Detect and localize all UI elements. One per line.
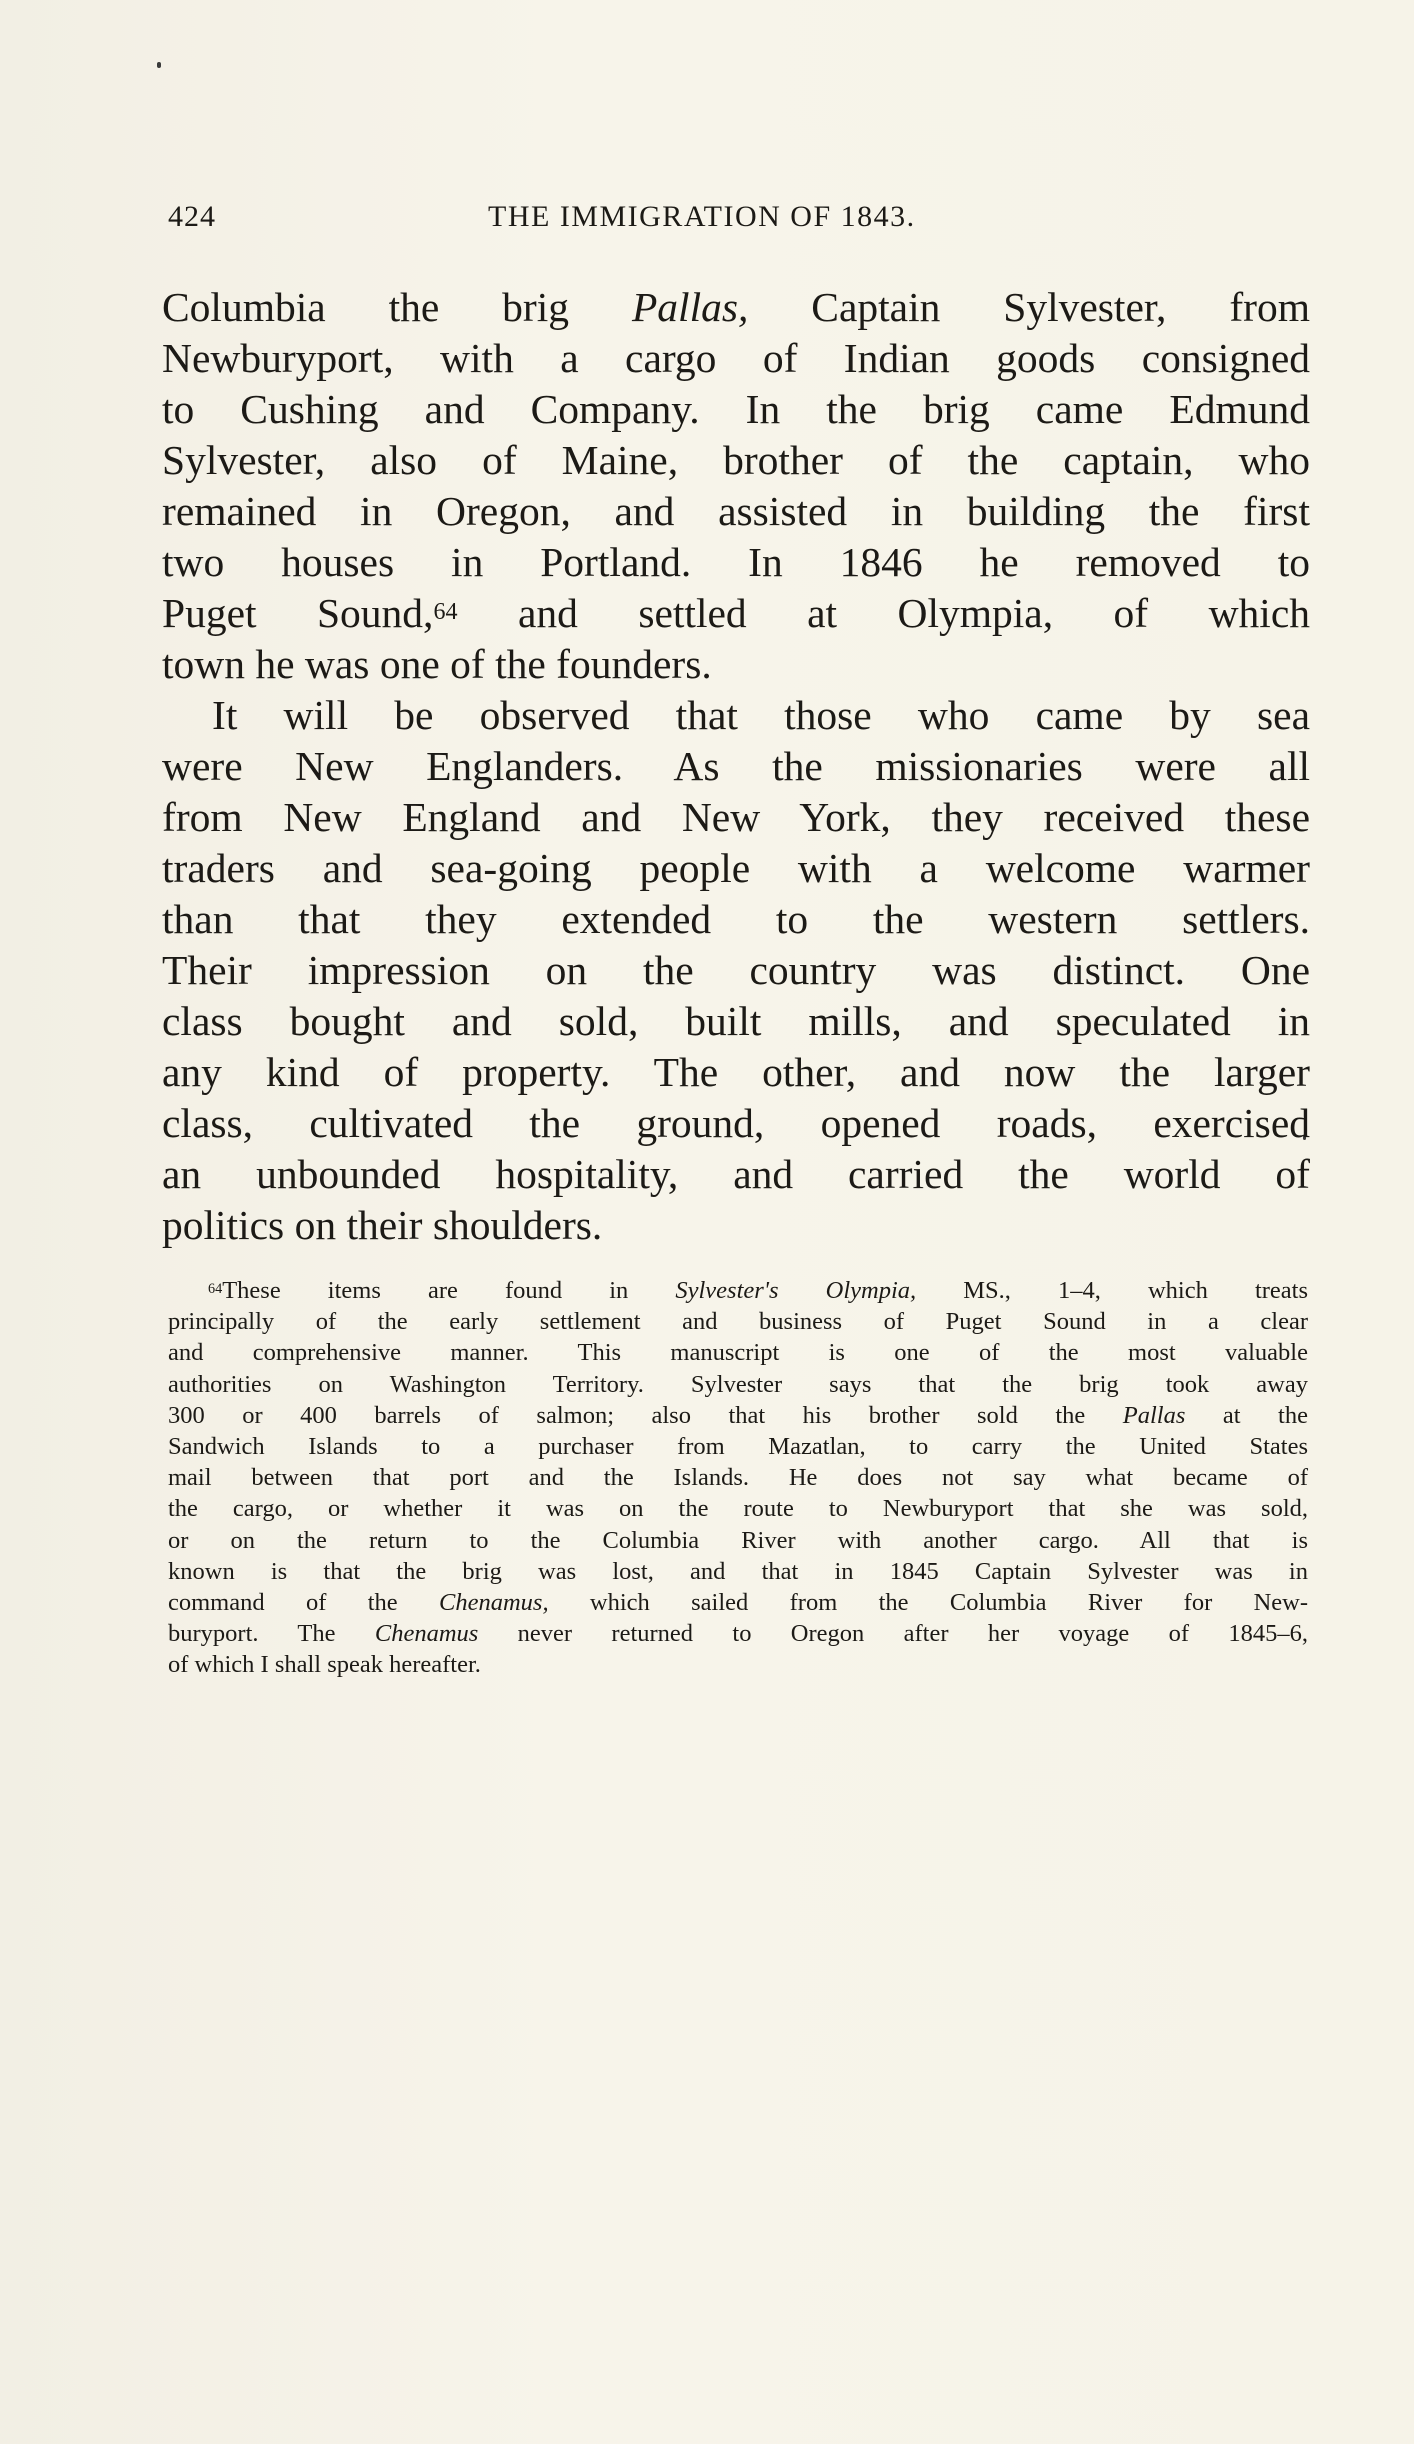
- footnote-marker: 64: [208, 1281, 223, 1298]
- paragraph-2: [162, 690, 1310, 1251]
- text-line: than that they extended to the western settlers.: [162, 896, 1310, 942]
- text-line: class, cultivated the ground, opened roads, exercised: [162, 1100, 1310, 1146]
- text-line: [162, 588, 1310, 639]
- text-run: command of the: [168, 1589, 439, 1617]
- footnote-line: Sandwich Islands to a purchaser from Mazatlan, to carry the United States: [168, 1433, 1308, 1461]
- footnote-line: [168, 1275, 1308, 1306]
- ink-speck: [157, 62, 161, 68]
- footnote-line: principally of the early settlement and business of Puget Sound in a clear: [168, 1308, 1308, 1336]
- main-text: [162, 282, 1310, 1251]
- manuscript-title: Sylvester's Olympia,: [675, 1277, 917, 1304]
- text-run: MS., 1–4, which treats: [916, 1277, 1309, 1304]
- footnote-line: [168, 1400, 1308, 1431]
- text-line: town he was one of the founders.: [162, 641, 712, 687]
- footnote-line: mail between that port and the Islands. He does not say what became of: [168, 1464, 1308, 1492]
- running-title: THE IMMIGRATION OF 1843.: [488, 200, 916, 233]
- footnote: [168, 1275, 1308, 1681]
- text-line: from New England and New York, they received these: [162, 794, 1310, 840]
- footnote-line: authorities on Washington Territory. Sylvester says that the brig took away: [168, 1370, 1308, 1398]
- text-line: traders and sea-going people with a welcome warmer: [162, 845, 1310, 891]
- text-run: Captain Sylvester, from: [748, 284, 1310, 330]
- footnote-line: the cargo, or whether it was on the route to Newburyport that she was sold,: [168, 1495, 1308, 1523]
- text-line: Sylvester, also of Maine, brother of the captain, who: [162, 437, 1310, 483]
- page-number: 424: [168, 200, 216, 233]
- footnote-line: known is that the brig was lost, and that in 1845 Captain Sylvester was in: [168, 1557, 1308, 1585]
- text-line: remained in Oregon, and assisted in building the first: [162, 488, 1310, 534]
- text-run: and settled at Olympia, of which: [457, 590, 1310, 636]
- text-run: never returned to Oregon after her voyage of 1845–6,: [478, 1620, 1308, 1648]
- text-run: buryport. The: [168, 1620, 375, 1648]
- ship-name: Chenamus,: [439, 1589, 549, 1617]
- text-line: two houses in Portland. In 1846 he removed to: [162, 539, 1310, 585]
- paragraph-1: [162, 282, 1310, 690]
- page-header: [168, 200, 1008, 250]
- footnote-line: of which I shall speak hereafter.: [168, 1651, 481, 1679]
- ship-name: Pallas: [1122, 1401, 1186, 1429]
- text-line: politics on their shoulders.: [162, 1202, 603, 1248]
- text-line: to Cushing and Company. In the brig came Edmund: [162, 386, 1310, 432]
- text-line: It will be observed that those who came by sea: [212, 692, 1310, 738]
- text-run: Columbia the brig: [162, 284, 632, 330]
- text-run: at the: [1185, 1401, 1308, 1429]
- footnote-line: [168, 1587, 1308, 1618]
- ship-name: Pallas,: [631, 284, 749, 330]
- text-line: class bought and sold, built mills, and speculated in: [162, 998, 1310, 1044]
- footnote-line: or on the return to the Columbia River with another cargo. All that is: [168, 1526, 1308, 1554]
- footnote-reference: 64: [433, 598, 458, 625]
- text-run: 300 or 400 barrels of salmon; also that his brother sold the: [168, 1401, 1123, 1429]
- text-line: [162, 282, 1310, 333]
- text-line: any kind of property. The other, and now the larger: [162, 1049, 1310, 1095]
- footnote-line: [168, 1618, 1308, 1649]
- text-line: were New Englanders. As the missionaries were all: [162, 743, 1310, 789]
- text-line: Their impression on the country was distinct. One: [162, 947, 1310, 993]
- text-run: Puget Sound,: [162, 590, 434, 636]
- ship-name: Chenamus: [374, 1620, 479, 1648]
- text-line: an unbounded hospitality, and carried the world of: [162, 1151, 1310, 1197]
- footnote-line: and comprehensive manner. This manuscript is one of the most valuable: [168, 1339, 1308, 1367]
- text-line: Newburyport, with a cargo of Indian goods consigned: [162, 335, 1310, 381]
- text-run: These items are found in: [222, 1277, 676, 1304]
- text-run: which sailed from the Columbia River for New-: [548, 1589, 1308, 1617]
